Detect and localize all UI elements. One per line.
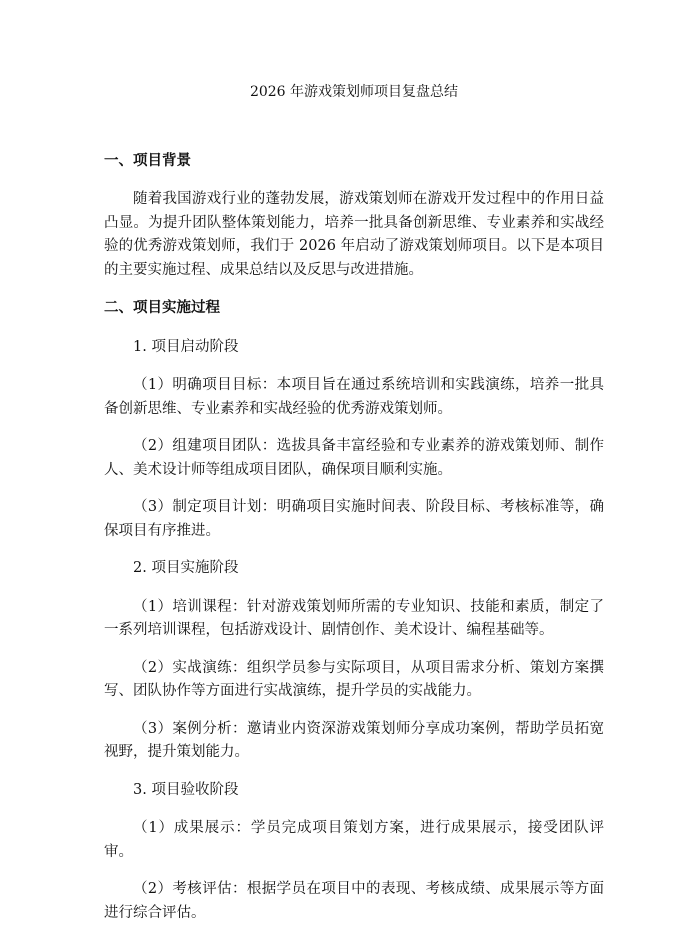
list-item: （3）案例分析：邀请业内资深游戏策划师分享成功案例，帮助学员拓宽视野，提升策划能力。 (104, 720, 604, 761)
list-item: （1）明确项目目标：本项目旨在通过系统培训和实践演练，培养一批具备创新思维、专业素养和实战经验的优秀游戏策划师。 (104, 377, 604, 417)
list-item: （2）考核评估：根据学员在项目中的表现、考核成绩、成果展示等方面进行综合评估。 (104, 881, 604, 921)
document-title: 2026 年游戏策划师项目复盘总结 (249, 84, 459, 100)
background-paragraph: 随着我国游戏行业的蓬勃发展，游戏策划师在游戏开发过程中的作用日益凸显。为提升团队整体策划能力，培养一批具备创新思维、专业素养和实战经验的优秀游戏策划师，我们于 2026 年启动了游戏策划师项目。以下是本项目的主要实施过程、成果总结以及反思与改进措施。 (104, 191, 604, 278)
section-heading-implementation: 二、项目实施过程 (104, 300, 220, 317)
phase-title-startup: 1. 项目启动阶段 (133, 338, 239, 355)
list-item: （2）组建项目团队：选拔具备丰富经验和专业素养的游戏策划师、制作人、美术设计师等组成项目团队，确保项目顺利实施。 (104, 438, 604, 478)
list-item: （1）成果展示：学员完成项目策划方案，进行成果展示，接受团队评审。 (104, 820, 604, 860)
list-item: （3）制定项目计划：明确项目实施时间表、阶段目标、考核标准等，确保项目有序推进。 (104, 499, 604, 539)
list-item: （2）实战演练：组织学员参与实际项目，从项目需求分析、策划方案撰写、团队协作等方面进行实战演练，提升学员的实战能力。 (104, 659, 604, 700)
list-item: （1）培训课程：针对游戏策划师所需的专业知识、技能和素质，制定了一系列培训课程，包括游戏设计、剧情创作、美术设计、编程基础等。 (104, 598, 604, 639)
phase-title-execution: 2. 项目实施阶段 (133, 560, 239, 577)
section-heading-background: 一、项目背景 (104, 152, 191, 169)
phase-title-acceptance: 3. 项目验收阶段 (133, 781, 239, 798)
